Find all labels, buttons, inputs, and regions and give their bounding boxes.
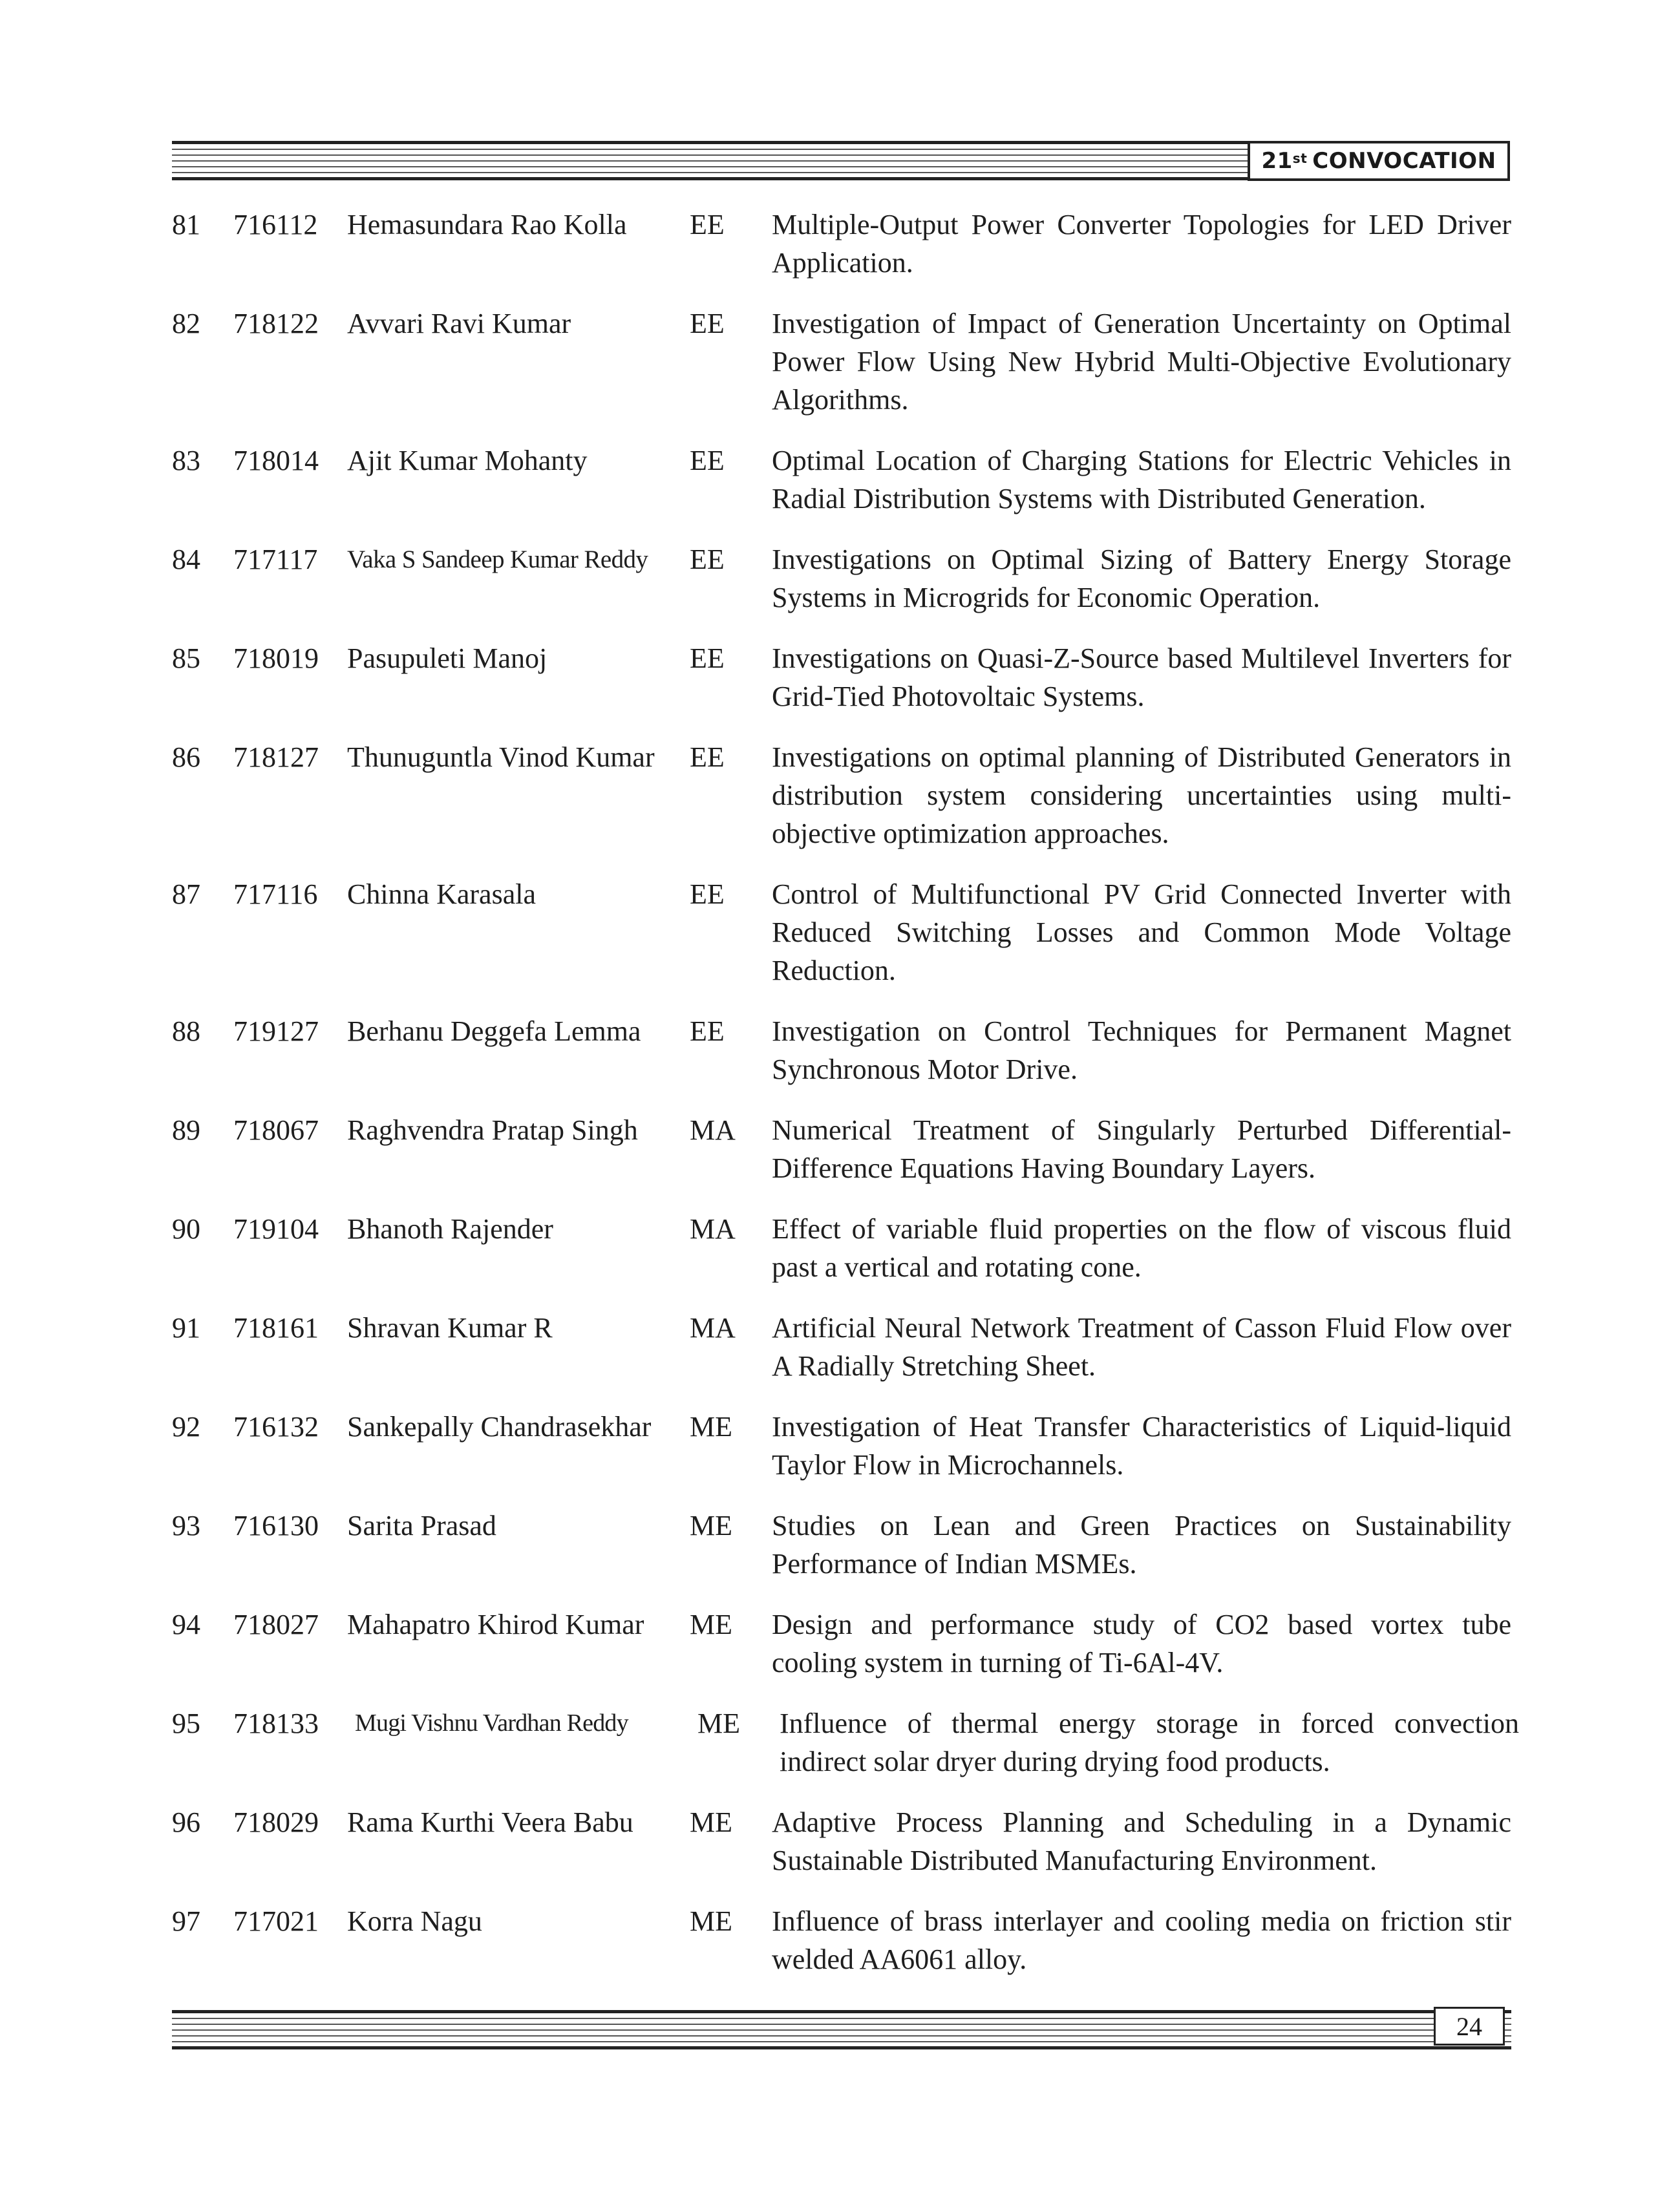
scholar-name: Berhanu Deggefa Lemma [347,1015,641,1047]
thesis-title: Influence of thermal energy storage in forced convection indirect solar dryer during drying food products. [780,1708,1519,1777]
thesis-title: Influence of brass interlayer and cooling media on friction stir welded AA6061 alloy. [772,1905,1511,1975]
thesis-title: Investigation of Heat Transfer Characteristics of Liquid-liquid Taylor Flow in Microchannels. [772,1411,1511,1481]
thesis-title: Investigations on Quasi-Z-Source based Multilevel Inverters for Grid-Tied Photovoltaic Systems. [772,642,1511,712]
serial-number: 91 [172,1312,200,1344]
serial-number: 95 [172,1708,200,1739]
serial-number: 84 [172,544,200,575]
department: EE [690,1015,725,1047]
convocation-badge [1248,141,1510,181]
thesis-title: Multiple-Output Power Converter Topologies for LED Driver Application. [772,209,1511,279]
roll-number: 719127 [233,1015,319,1047]
roll-number: 718127 [233,741,319,773]
roll-number: 716130 [233,1510,319,1541]
roll-number: 718027 [233,1609,319,1640]
scholar-name: Korra Nagu [347,1905,482,1937]
list-item [172,1605,1511,1682]
department: EE [690,878,725,910]
serial-number: 86 [172,741,200,773]
scholar-name: Chinna Karasala [347,878,536,910]
department: EE [690,741,725,773]
list-item [172,1012,1511,1088]
department: ME [697,1708,740,1739]
department: ME [690,1609,732,1640]
department: MA [690,1312,736,1344]
page-number: 24 [1434,2007,1505,2046]
scholar-name: Sankepally Chandrasekhar [347,1411,652,1443]
scholar-name: Shravan Kumar R [347,1312,553,1344]
serial-number: 96 [172,1806,200,1838]
roll-number: 718029 [233,1806,319,1838]
roll-number: 716132 [233,1411,319,1443]
thesis-title: Design and performance study of CO2 based vortex tube cooling system in turning of Ti-6Al-4V. [772,1609,1511,1678]
list-item [172,206,1511,282]
department: ME [690,1806,732,1838]
serial-number: 89 [172,1114,200,1146]
list-item [172,1408,1511,1484]
list-item [172,540,1511,617]
thesis-title: Optimal Location of Charging Stations for Electric Vehicles in Radial Distribution Systems with Distributed Generation. [772,445,1511,514]
scholar-name: Pasupuleti Manoj [347,642,548,674]
department: ME [690,1905,732,1937]
serial-number: 88 [172,1015,200,1047]
scholar-name: Ajit Kumar Mohanty [347,445,588,476]
serial-number: 92 [172,1411,200,1443]
scholar-name: Avvari Ravi Kumar [347,308,571,339]
department: EE [690,544,725,575]
list-item [172,1210,1511,1286]
department: MA [690,1114,736,1146]
list-item [172,1704,1519,1781]
department: EE [690,445,725,476]
thesis-title: Investigations on optimal planning of Distributed Generators in distribution system considering uncertainties using multi-objective optimization approaches. [772,741,1511,849]
department: EE [690,642,725,674]
thesis-title: Studies on Lean and Green Practices on Sustainability Performance of Indian MSMEs. [772,1510,1511,1580]
convocation-ordinal-suffix: st [1292,151,1308,166]
roll-number: 718122 [233,308,319,339]
thesis-title: Adaptive Process Planning and Scheduling in a Dynamic Sustainable Distributed Manufacturing Environment. [772,1806,1511,1876]
list-item [172,1507,1511,1583]
serial-number: 87 [172,878,200,910]
scholar-name: Bhanoth Rajender [347,1213,553,1245]
thesis-list [172,206,1519,2001]
thesis-title: Investigation on Control Techniques for Permanent Magnet Synchronous Motor Drive. [772,1015,1511,1085]
thesis-title: Control of Multifunctional PV Grid Connected Inverter with Reduced Switching Losses and Common Mode Voltage Reduction. [772,878,1511,986]
convocation-ordinal: 21 [1261,148,1293,174]
serial-number: 81 [172,209,200,240]
scholar-name: Mahapatro Khirod Kumar [347,1609,644,1640]
list-item [172,1902,1511,1978]
department: ME [690,1510,732,1541]
scholar-name: Thunuguntla Vinod Kumar [347,741,655,773]
serial-number: 97 [172,1905,200,1937]
roll-number: 718067 [233,1114,319,1146]
thesis-title: Artificial Neural Network Treatment of Casson Fluid Flow over A Radially Stretching Sheet. [772,1312,1511,1382]
scholar-name: Vaka S Sandeep Kumar Reddy [347,545,648,573]
serial-number: 93 [172,1510,200,1541]
roll-number: 719104 [233,1213,319,1245]
list-item [172,875,1511,990]
roll-number: 716112 [233,209,318,240]
serial-number: 82 [172,308,200,339]
scholar-name: Sarita Prasad [347,1510,496,1541]
roll-number: 718019 [233,642,319,674]
roll-number: 717116 [233,878,318,910]
roll-number: 718133 [233,1708,319,1739]
roll-number: 718161 [233,1312,319,1344]
footer-rule [172,2010,1511,2050]
roll-number: 717021 [233,1905,319,1937]
thesis-title: Effect of variable fluid properties on the flow of viscous fluid past a vertical and rotating cone. [772,1213,1511,1283]
scholar-name: Mugi Vishnu Vardhan Reddy [355,1709,628,1737]
list-item [172,1111,1511,1187]
roll-number: 717117 [233,544,318,575]
serial-number: 90 [172,1213,200,1245]
department: MA [690,1213,736,1245]
scholar-name: Hemasundara Rao Kolla [347,209,627,240]
convocation-label: CONVOCATION [1312,148,1496,174]
scholar-name: Raghvendra Pratap Singh [347,1114,638,1146]
thesis-title: Numerical Treatment of Singularly Perturbed Differential-Difference Equations Having Boundary Layers. [772,1114,1511,1184]
list-item [172,1309,1511,1385]
header-rule [172,141,1257,180]
department: EE [690,209,725,240]
department: EE [690,308,725,339]
serial-number: 83 [172,445,200,476]
list-item [172,738,1511,852]
scholar-name: Rama Kurthi Veera Babu [347,1806,633,1838]
list-item [172,304,1511,419]
serial-number: 85 [172,642,200,674]
list-item [172,441,1511,518]
department: ME [690,1411,732,1443]
serial-number: 94 [172,1609,200,1640]
list-item [172,639,1511,715]
thesis-title: Investigation of Impact of Generation Uncertainty on Optimal Power Flow Using New Hybrid Multi-Objective Evolutionary Algorithms. [772,308,1511,416]
roll-number: 718014 [233,445,319,476]
list-item [172,1803,1511,1879]
thesis-title: Investigations on Optimal Sizing of Battery Energy Storage Systems in Microgrids for Economic Operation. [772,544,1511,613]
